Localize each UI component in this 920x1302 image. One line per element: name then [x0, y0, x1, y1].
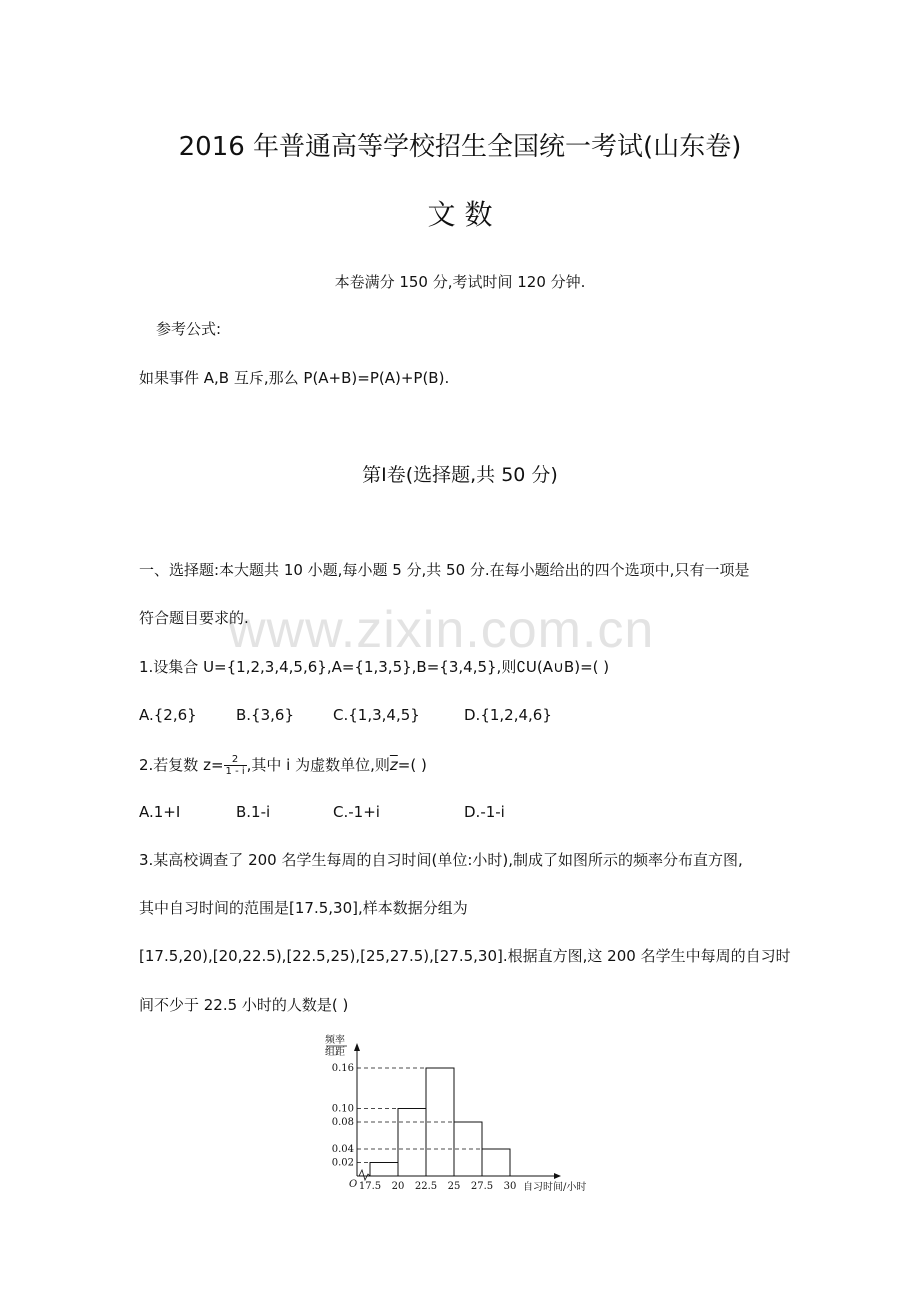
q1-stem: 1.设集合 U={1,2,3,4,5,6},A={1,3,5},B={3,4,5},则∁U(A∪B)=( ) [139, 658, 610, 676]
x-tick-labels [359, 1181, 517, 1192]
histogram-bar [398, 1109, 426, 1177]
q2-option-b: B.1-i [236, 803, 271, 821]
exam-info: 本卷满分 150 分,考试时间 120 分钟. [334, 273, 586, 291]
q2-zbar: $\overline{z}$ [389, 756, 398, 774]
q2-fraction [224, 754, 247, 777]
q2-fraction-numerator: 2 [224, 754, 247, 766]
frequency-histogram [325, 1030, 605, 1200]
y-axis-label [325, 1033, 347, 1058]
q3-line3: [17.5,20),[20,22.5),[22.5,25),[25,27.5),[27.5,30].根据直方图,这 200 名学生中每周的自习时 [139, 947, 791, 965]
q2-stem-prefix: 2.若复数 z= [139, 756, 224, 774]
y-axis-label-bottom: 组距 [325, 1047, 345, 1058]
q2-option-d: D.-1-i [464, 803, 505, 821]
x-axis-arrow [554, 1173, 561, 1179]
y-tick-label: 0.08 [331, 1117, 354, 1128]
q1-option-a: A.{2,6} [139, 706, 197, 724]
x-tick-label: 17.5 [358, 1181, 382, 1192]
y-tick-label: 0.02 [331, 1157, 354, 1169]
formula-heading: 参考公式: [156, 320, 222, 338]
q3-line4: 间不少于 22.5 小时的人数是( ) [139, 996, 349, 1014]
section-title: 第Ⅰ卷(选择题,共 50 分) [362, 464, 558, 486]
q2-option-c: C.-1+i [333, 803, 380, 821]
y-tick-label: 0.04 [331, 1144, 354, 1155]
y-tick-labels [332, 1063, 354, 1169]
x-tick-label: 27.5 [470, 1181, 494, 1192]
q1-option-b: B.{3,6} [236, 706, 295, 724]
x-tick-label: 25 [447, 1181, 461, 1192]
y-tick-label: 0.10 [331, 1103, 354, 1115]
dashed-guides [357, 1068, 482, 1163]
y-axis-arrow [354, 1043, 360, 1051]
section-instruction-line2: 符合题目要求的. [139, 609, 249, 627]
section-instruction-line1: 一、选择题:本大题共 10 小题,每小题 5 分,共 50 分.在每小题给出的四个选项中,只有一项是 [139, 561, 750, 579]
histogram-bar [370, 1163, 398, 1177]
q2-stem-suffix: =( ) [397, 756, 427, 774]
x-tick-label: 20 [391, 1181, 405, 1192]
exam-title: 2016 年普通高等学校招生全国统一考试(山东卷) [178, 132, 742, 162]
axes [354, 1043, 561, 1180]
q2-option-a: A.1+I [139, 803, 181, 821]
y-axis-label-top: 频率 [325, 1035, 345, 1046]
q2-stem-mid: ,其中 i 为虚数单位,则 [246, 756, 390, 774]
q1-option-c: C.{1,3,4,5} [333, 706, 420, 724]
axis-break-mark [359, 1170, 370, 1180]
exam-subject: 文 数 [427, 198, 493, 231]
watermark: www.zixin.com.cn [228, 601, 655, 659]
bars [370, 1068, 510, 1176]
q1-option-d: D.{1,2,4,6} [464, 706, 552, 724]
x-tick-label: 22.5 [414, 1181, 438, 1192]
histogram-bar [482, 1149, 510, 1176]
formula-text: 如果事件 A,B 互斥,那么 P(A+B)=P(A)+P(B). [139, 369, 450, 387]
q3-line1: 3.某高校调查了 200 名学生每周的自习时间(单位:小时),制成了如图所示的频率分布直方图, [139, 851, 743, 869]
x-axis-label: 自习时间/小时 [523, 1182, 587, 1193]
x-tick-label: 30 [503, 1181, 517, 1192]
y-tick-label: 0.16 [331, 1063, 354, 1074]
q2-stem [139, 752, 427, 778]
q2-fraction-denominator: 1 - i [225, 766, 245, 777]
origin-label: O [349, 1179, 358, 1190]
q3-line2: 其中自习时间的范围是[17.5,30],样本数据分组为 [139, 899, 468, 917]
